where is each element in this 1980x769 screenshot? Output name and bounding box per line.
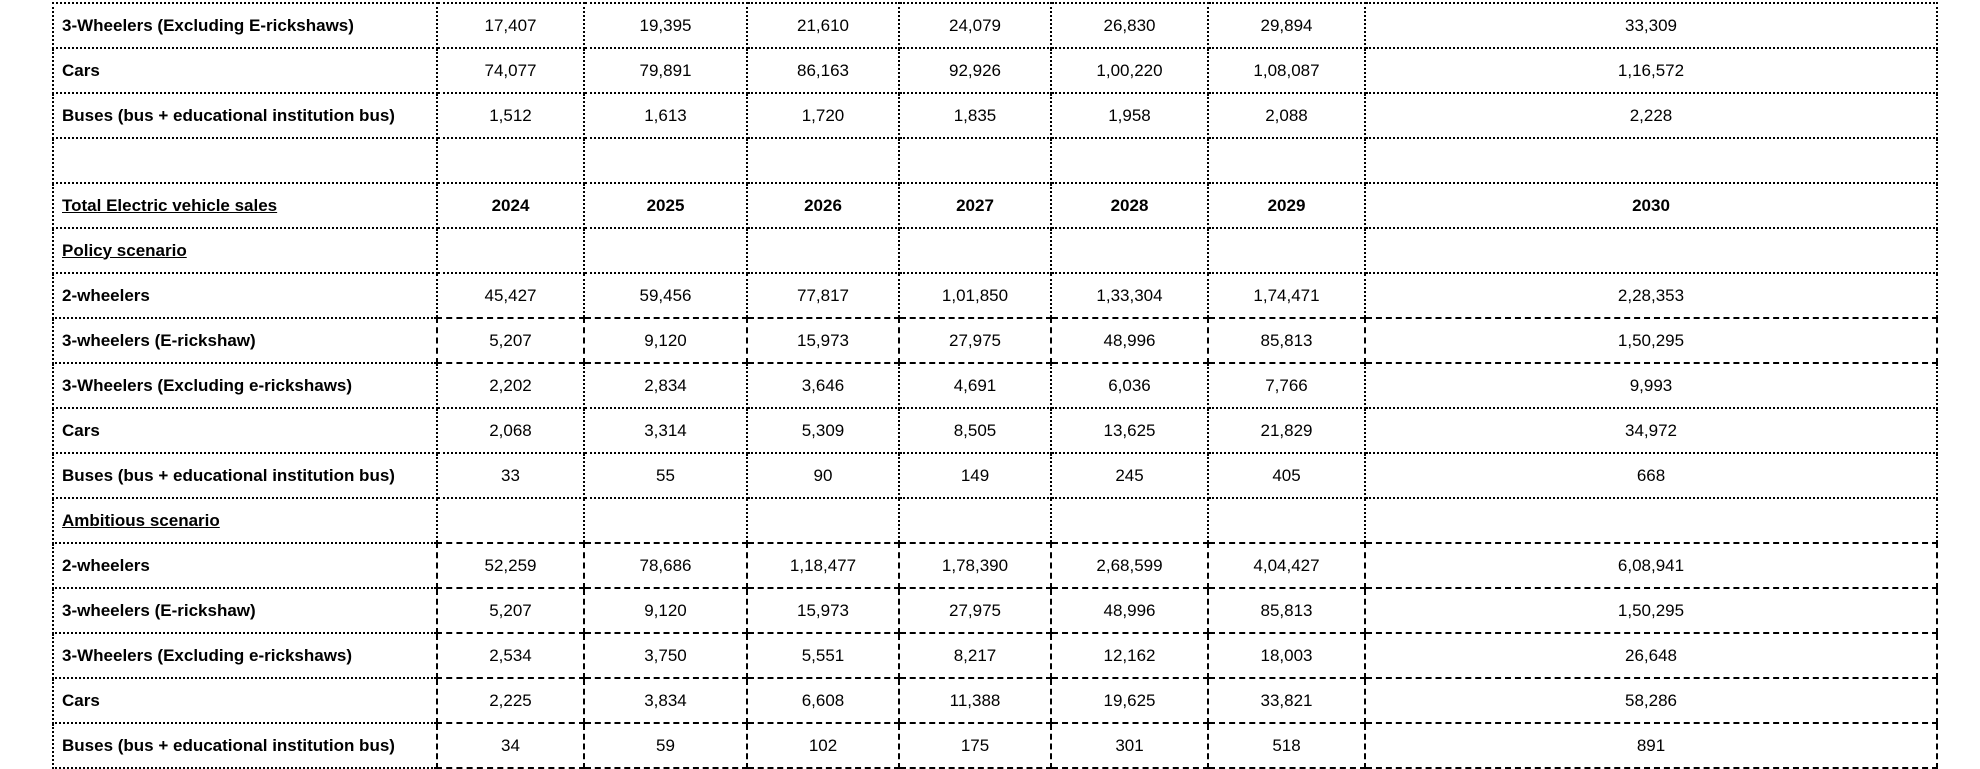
value-cell: 1,74,471 — [1208, 273, 1365, 318]
value-cell: 59 — [584, 723, 747, 768]
value-cell: 2,088 — [1208, 93, 1365, 138]
value-cell: 11,388 — [899, 678, 1051, 723]
value-cell: 1,18,477 — [747, 543, 899, 588]
value-cell: 1,01,850 — [899, 273, 1051, 318]
value-cell: 52,259 — [437, 543, 584, 588]
year-header-cell: 2030 — [1365, 183, 1937, 228]
value-cell: 3,646 — [747, 363, 899, 408]
value-cell — [899, 138, 1051, 183]
value-cell: 33,309 — [1365, 3, 1937, 48]
value-cell: 90 — [747, 453, 899, 498]
value-cell: 3,314 — [584, 408, 747, 453]
value-cell: 6,036 — [1051, 363, 1208, 408]
value-cell — [437, 138, 584, 183]
value-cell: 27,975 — [899, 318, 1051, 363]
value-cell: 21,610 — [747, 3, 899, 48]
value-cell: 19,625 — [1051, 678, 1208, 723]
value-cell: 33,821 — [1208, 678, 1365, 723]
value-cell: 8,505 — [899, 408, 1051, 453]
value-cell — [1365, 228, 1937, 273]
row-label: Cars — [53, 678, 437, 723]
value-cell: 1,78,390 — [899, 543, 1051, 588]
table-row — [53, 723, 1937, 768]
scenario-heading: Ambitious scenario — [53, 498, 437, 543]
value-cell: 19,395 — [584, 3, 747, 48]
value-cell: 17,407 — [437, 3, 584, 48]
value-cell — [1208, 138, 1365, 183]
value-cell — [1365, 138, 1937, 183]
value-cell: 1,33,304 — [1051, 273, 1208, 318]
row-label: Cars — [53, 48, 437, 93]
value-cell: 1,50,295 — [1365, 318, 1937, 363]
table-row — [53, 363, 1937, 408]
value-cell: 1,00,220 — [1051, 48, 1208, 93]
table-row — [53, 453, 1937, 498]
value-cell: 74,077 — [437, 48, 584, 93]
value-cell: 1,613 — [584, 93, 747, 138]
value-cell — [747, 498, 899, 543]
value-cell: 3,834 — [584, 678, 747, 723]
value-cell: 55 — [584, 453, 747, 498]
value-cell: 1,512 — [437, 93, 584, 138]
row-label: Buses (bus + educational institution bus) — [53, 723, 437, 768]
table-title-cell: Total Electric vehicle sales — [53, 183, 437, 228]
value-cell: 29,894 — [1208, 3, 1365, 48]
value-cell: 4,691 — [899, 363, 1051, 408]
value-cell — [899, 498, 1051, 543]
row-label: Buses (bus + educational institution bus) — [53, 453, 437, 498]
value-cell: 9,120 — [584, 318, 747, 363]
value-cell: 33 — [437, 453, 584, 498]
value-cell: 5,309 — [747, 408, 899, 453]
value-cell: 34,972 — [1365, 408, 1937, 453]
value-cell — [584, 228, 747, 273]
value-cell: 85,813 — [1208, 588, 1365, 633]
value-cell — [1051, 138, 1208, 183]
table-header-row — [53, 183, 1937, 228]
value-cell: 3,750 — [584, 633, 747, 678]
value-cell: 5,551 — [747, 633, 899, 678]
value-cell: 2,225 — [437, 678, 584, 723]
table-row — [53, 678, 1937, 723]
row-label: Buses (bus + educational institution bus) — [53, 93, 437, 138]
value-cell: 45,427 — [437, 273, 584, 318]
value-cell — [1208, 228, 1365, 273]
value-cell: 301 — [1051, 723, 1208, 768]
row-label: 2-wheelers — [53, 543, 437, 588]
value-cell: 48,996 — [1051, 318, 1208, 363]
value-cell: 9,120 — [584, 588, 747, 633]
row-label: 3-wheelers (E-rickshaw) — [53, 318, 437, 363]
value-cell: 245 — [1051, 453, 1208, 498]
row-label: Cars — [53, 408, 437, 453]
value-cell: 2,68,599 — [1051, 543, 1208, 588]
value-cell: 102 — [747, 723, 899, 768]
value-cell: 26,830 — [1051, 3, 1208, 48]
value-cell: 2,534 — [437, 633, 584, 678]
value-cell: 405 — [1208, 453, 1365, 498]
value-cell: 27,975 — [899, 588, 1051, 633]
value-cell: 18,003 — [1208, 633, 1365, 678]
value-cell: 48,996 — [1051, 588, 1208, 633]
row-label: 3-Wheelers (Excluding E-rickshaws) — [53, 3, 437, 48]
value-cell — [1051, 228, 1208, 273]
table-row — [53, 408, 1937, 453]
value-cell — [747, 228, 899, 273]
table-row — [53, 633, 1937, 678]
value-cell: 5,207 — [437, 588, 584, 633]
value-cell: 2,28,353 — [1365, 273, 1937, 318]
year-header-cell: 2029 — [1208, 183, 1365, 228]
row-label: 3-Wheelers (Excluding e-rickshaws) — [53, 633, 437, 678]
year-header-cell: 2024 — [437, 183, 584, 228]
table-row — [53, 273, 1937, 318]
row-label: 3-wheelers (E-rickshaw) — [53, 588, 437, 633]
value-cell: 2,202 — [437, 363, 584, 408]
value-cell: 85,813 — [1208, 318, 1365, 363]
row-label: 2-wheelers — [53, 273, 437, 318]
value-cell: 175 — [899, 723, 1051, 768]
value-cell — [1051, 498, 1208, 543]
value-cell: 1,835 — [899, 93, 1051, 138]
section-heading-row — [53, 498, 1937, 543]
row-label — [53, 138, 437, 183]
value-cell: 15,973 — [747, 318, 899, 363]
table-row — [53, 3, 1937, 48]
value-cell: 2,228 — [1365, 93, 1937, 138]
scenario-heading: Policy scenario — [53, 228, 437, 273]
value-cell: 4,04,427 — [1208, 543, 1365, 588]
value-cell — [437, 228, 584, 273]
value-cell: 1,08,087 — [1208, 48, 1365, 93]
value-cell: 58,286 — [1365, 678, 1937, 723]
value-cell: 7,766 — [1208, 363, 1365, 408]
value-cell: 6,608 — [747, 678, 899, 723]
value-cell: 2,068 — [437, 408, 584, 453]
value-cell — [1365, 498, 1937, 543]
value-cell: 34 — [437, 723, 584, 768]
year-header-cell: 2028 — [1051, 183, 1208, 228]
value-cell — [584, 138, 747, 183]
value-cell: 149 — [899, 453, 1051, 498]
table-row — [53, 543, 1937, 588]
value-cell: 1,16,572 — [1365, 48, 1937, 93]
value-cell — [747, 138, 899, 183]
value-cell: 9,993 — [1365, 363, 1937, 408]
value-cell: 518 — [1208, 723, 1365, 768]
value-cell: 1,958 — [1051, 93, 1208, 138]
value-cell — [1208, 498, 1365, 543]
value-cell: 86,163 — [747, 48, 899, 93]
table-row — [53, 318, 1937, 363]
table-body — [53, 3, 1937, 768]
value-cell: 21,829 — [1208, 408, 1365, 453]
table-row — [53, 48, 1937, 93]
value-cell: 6,08,941 — [1365, 543, 1937, 588]
value-cell: 668 — [1365, 453, 1937, 498]
value-cell: 26,648 — [1365, 633, 1937, 678]
value-cell: 1,50,295 — [1365, 588, 1937, 633]
value-cell: 78,686 — [584, 543, 747, 588]
year-header-cell: 2025 — [584, 183, 747, 228]
ev-sales-table — [52, 2, 1938, 769]
value-cell — [437, 498, 584, 543]
value-cell — [584, 498, 747, 543]
table-row — [53, 588, 1937, 633]
value-cell: 891 — [1365, 723, 1937, 768]
value-cell: 92,926 — [899, 48, 1051, 93]
value-cell: 79,891 — [584, 48, 747, 93]
year-header-cell: 2027 — [899, 183, 1051, 228]
year-header-cell: 2026 — [747, 183, 899, 228]
blank-row — [53, 138, 1937, 183]
value-cell: 77,817 — [747, 273, 899, 318]
value-cell: 15,973 — [747, 588, 899, 633]
table-row — [53, 93, 1937, 138]
value-cell: 59,456 — [584, 273, 747, 318]
value-cell: 12,162 — [1051, 633, 1208, 678]
value-cell: 1,720 — [747, 93, 899, 138]
value-cell: 24,079 — [899, 3, 1051, 48]
value-cell: 8,217 — [899, 633, 1051, 678]
value-cell — [899, 228, 1051, 273]
row-label: 3-Wheelers (Excluding e-rickshaws) — [53, 363, 437, 408]
value-cell: 5,207 — [437, 318, 584, 363]
value-cell: 13,625 — [1051, 408, 1208, 453]
section-heading-row — [53, 228, 1937, 273]
value-cell: 2,834 — [584, 363, 747, 408]
